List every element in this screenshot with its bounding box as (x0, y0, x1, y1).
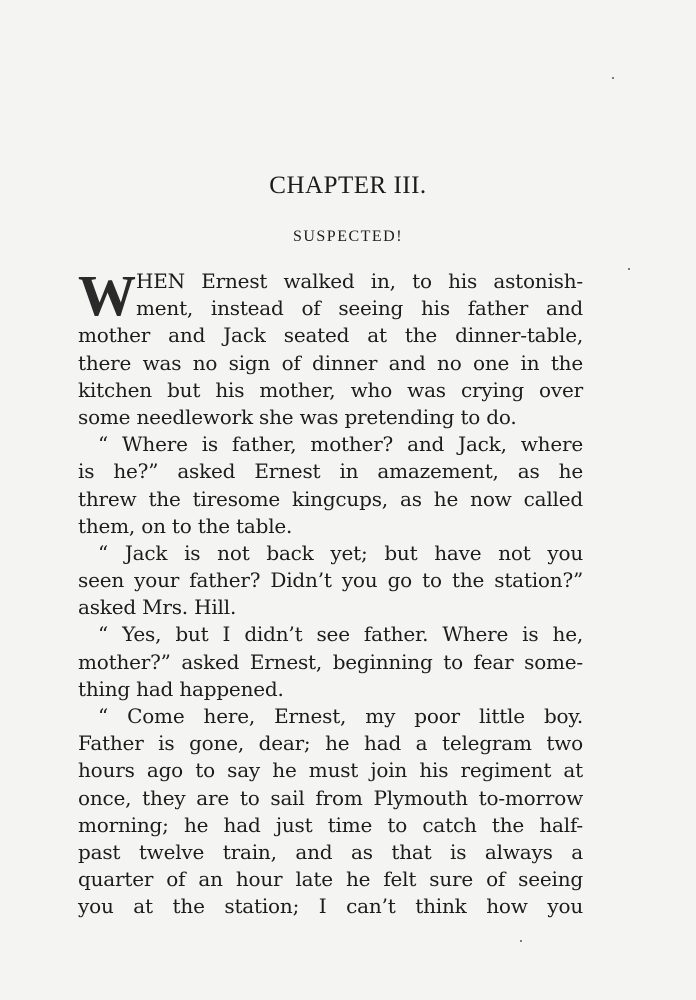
text-line: seen your father? Didn’t you go to the station?” (78, 568, 583, 593)
text-line: asked Mrs. Hill. (78, 595, 237, 620)
text-line: you at the station; I can’t think how you (78, 894, 583, 919)
text-line: some needlework she was pretending to do. (78, 404, 517, 429)
text-line: hours ago to say he must join his regiment at (78, 758, 583, 783)
text-line: them, on to the table. (78, 513, 293, 538)
chapter-body (78, 263, 583, 921)
text-line: thing had happened. (78, 676, 284, 701)
text-line: “ Jack is not back yet; but have not you (98, 540, 583, 565)
text-line: “ Come here, Ernest, my poor little boy. (98, 704, 583, 728)
text-line: quarter of an hour late he felt sure of seeing (78, 867, 583, 892)
text-line: once, they are to sail from Plymouth to-morrow (78, 785, 583, 810)
drop-cap-block (78, 263, 583, 328)
text-line: there was no sign of dinner and no one in the (78, 350, 583, 375)
text-line: threw the tiresome kingcups, as he now called (78, 486, 583, 511)
text-line: ment, instead of seeing his father and (136, 296, 583, 321)
text-line: “ Where is father, mother? and Jack, where (98, 432, 583, 457)
paper-speck (628, 268, 630, 270)
text-line: HEN Ernest walked in, to his astonish- (136, 269, 583, 293)
text-line: mother and Jack seated at the dinner-table, (78, 323, 583, 348)
paper-speck (612, 77, 614, 79)
chapter-title: CHAPTER III. (269, 172, 427, 199)
chapter-subtitle: SUSPECTED! (292, 228, 404, 245)
text-line: kitchen but his mother, who was crying over (78, 377, 583, 402)
text-line: morning; he had just time to catch the half- (78, 812, 583, 837)
text-line: mother?” asked Ernest, beginning to fear some- (78, 649, 583, 674)
drop-cap: W (78, 263, 136, 328)
text-line: is he?” asked Ernest in amazement, as he (78, 459, 583, 484)
paper-speck (520, 940, 522, 942)
text-line: Father is gone, dear; he had a telegram two (78, 731, 583, 756)
text-line: “ Yes, but I didn’t see father. Where is he, (98, 622, 583, 647)
text-line: past twelve train, and as that is always a (78, 839, 583, 864)
